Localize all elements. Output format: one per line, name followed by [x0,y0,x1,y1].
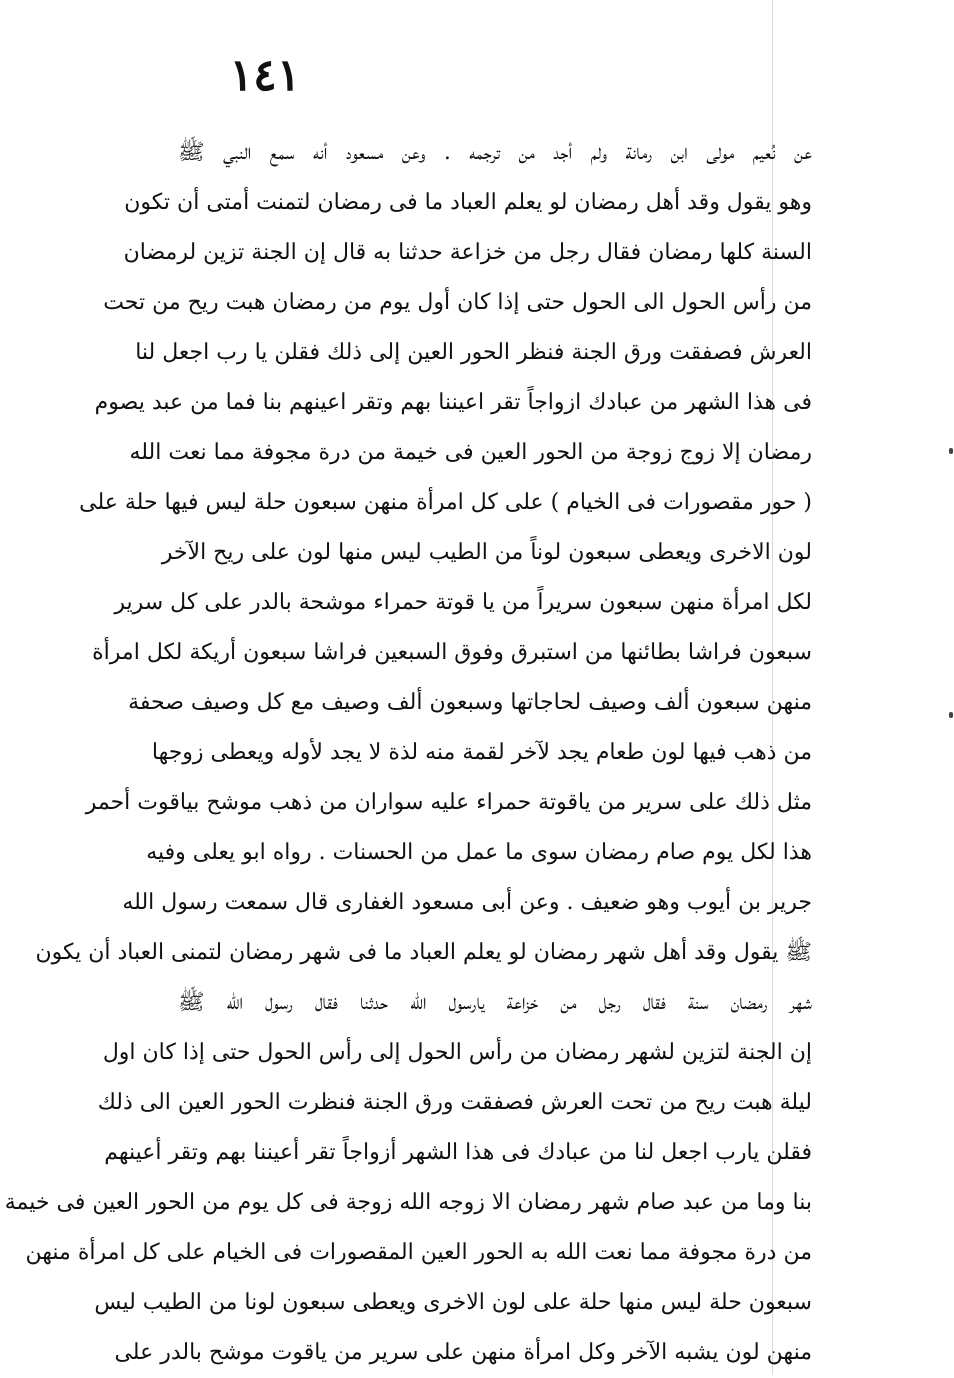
text-line: شهر رمضان سنة فقال رجل من خزاعة يارسول الله حدثنا فقال رسول الله ﷺ [178,990,812,1015]
text-line: فقلن يارب اجعل لنا من عبادك فى هذا الشهر أزواجاً تقر أعيننا بهم وتقر أعينهم [104,1140,812,1165]
text-line: جرير بن أيوب وهو ضعيف . وعن أبى مسعود الغفارى قال سمعت رسول الله [122,890,812,915]
text-line: مثل ذلك على سرير من ياقوتة حمراء عليه سواران من ذهب موشح بياقوت أحمر [85,790,812,815]
page-number: ١٤١ [229,50,301,101]
body-text [4,128,812,1378]
text-line: لكل امرأة منهن سبعون سريراً من يا قوتة حمراء موشحة بالدر على كل سرير [114,590,812,615]
text-line: إن الجنة لتزين لشهر رمضان من رأس الحول إلى رأس الحول حتى إذا كان اول [102,1040,812,1065]
text-line: رمضان إلا زوج زوجة من الحور العين فى خيمة من درة مجوفة مما نعت الله [129,440,812,465]
text-line: لون الاخرى ويعطى سبعون لوناً من الطيب ليس منها لون على ريح الآخر [161,540,812,565]
text-line: سبعون فراشا بطائنها من استبرق وفوق السبعين فراشا سبعون أريكة لكل امرأة [92,640,812,665]
text-line: السنة كلها رمضان فقال رجل من خزاعة حدثنا به قال إن الجنة تزين لرمضان [123,240,812,265]
edge-mark [949,712,953,718]
text-line: بنا وما من عبد صام شهر رمضان الا زوجه الله زوجة فى كل يوم من الحور العين فى خيمة [4,1190,812,1215]
text-line: منهن لون يشبه الآخر وكل امرأة منهن على سرير من ياقوت موشح بالدر على [114,1340,812,1365]
text-line: العرش فصفقت ورق الجنة فنظر الحور العين إلى ذلك فقلن يا رب اجعل لنا [135,340,812,365]
text-line: من ذهب فيها لون طعام يجد لآخر لقمة منه لذة لا يجد لأوله ويعطى زوجها [151,740,812,765]
text-line: ﷺ يقول وقد أهل شهر رمضان لو يعلم العباد ما فى شهر رمضان لتمنى العباد أن يكون [35,940,812,965]
text-line: وهو يقول وقد أهل رمضان لو يعلم العباد ما فى رمضان لتمنت أمتى أن تكون [124,190,812,215]
text-line: ليلة هبت ريح من تحت العرش فصفقت ورق الجنة فنظرت الحور العين الى ذلك [97,1090,812,1115]
text-line: من رأس الحول الى الحول حتى إذا كان أول يوم من رمضان هبت ريح من تحت [103,290,812,315]
text-line: سبعون حلة ليس منها حلة على لون الاخرى ويعطى سبعون لونا من الطيب ليس [94,1290,812,1315]
text-line: عن نُعيم مولى ابن رمانة ولم أجد من ترجمه . وعن مسعود أنه سمع النبي ﷺ [178,140,812,165]
text-line: من درة مجوفة مما نعت الله به الحور العين المقصورات فى الخيام على كل امرأة منهن [25,1240,812,1265]
text-line: ( حور مقصورات فى الخيام ) على كل امرأة منهن سبعون حلة ليس فيها حلة على [79,490,812,515]
edge-mark [949,448,953,454]
text-line: منهن سبعون ألف وصيف لحاجاتها وسبعون ألف وصيف مع كل وصيف صحفة [128,690,812,715]
text-line: هذا لكل يوم صام رمضان سوى ما عمل من الحسنات . رواه ابو يعلى وفيه [146,840,812,865]
text-line: فى هذا الشهر من عبادك ازواجاً تقر اعيننا بهم وتقر اعينهم بنا فما من عبد يصوم [94,390,812,415]
